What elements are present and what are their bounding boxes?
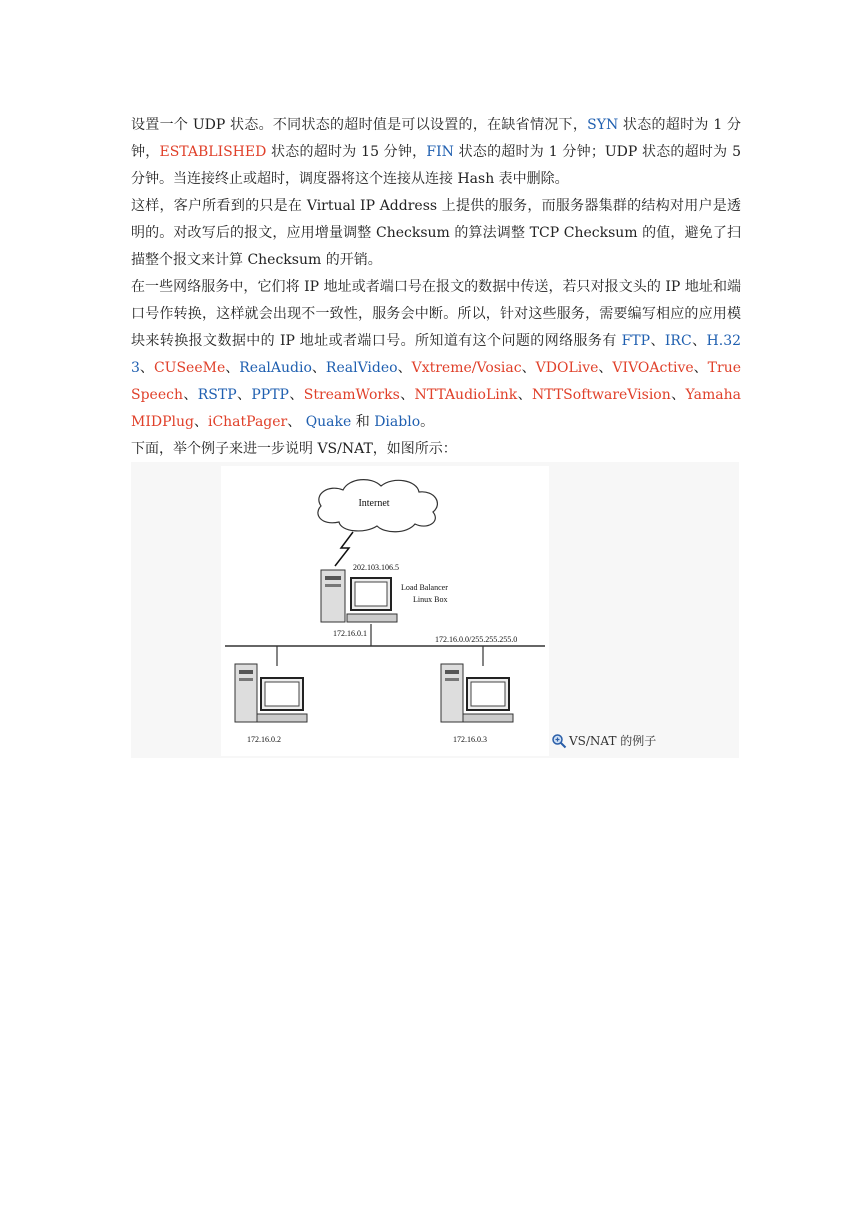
separator: 、 [139,360,154,376]
cloud-label: Internet [358,498,390,509]
separator: 、 [691,333,707,349]
separator: 、 [397,360,412,376]
separator: 和 [351,414,375,430]
service-link-nttaudiolink[interactable]: NTTAudioLink [414,387,518,403]
separator: 、 [517,387,532,403]
external-ip: 202.103.106.5 [353,563,399,572]
service-link-vivoactive[interactable]: VIVOActive [612,360,694,376]
separator: 、 [236,387,252,403]
text: 设置一个 UDP 状态。不同状态的超时值是可以设置的，在缺省情况下， [131,117,588,133]
service-link-cuseeme[interactable]: CUSeeMe [153,360,226,376]
service-link-irc[interactable]: IRC [664,333,692,349]
service-link-vxtreme-vosiac[interactable]: Vxtreme/Vosiac [411,360,522,376]
service-link-realvideo[interactable]: RealVideo [325,360,398,376]
service-link-truespeech[interactable]: TrueSpeech [131,360,742,403]
paragraph-4: 下面，举个例子来进一步说明 VS/NAT，如图所示： [131,441,457,457]
separator: 、 [670,387,686,403]
service-link-vdolive[interactable]: VDOLive [535,360,599,376]
load-balancer-computer-icon [321,570,397,622]
service-link-ichatpager[interactable]: iChatPager [207,414,288,430]
separator: 、 [521,360,536,376]
vsnat-diagram [221,466,549,756]
separator: 、 [182,387,198,403]
separator: 、 [287,414,306,430]
service-link-rstp[interactable]: RSTP [197,387,237,403]
separator: 、 [288,387,304,403]
internet-cloud [318,480,438,532]
subnet-label: 172.16.0.0/255.255.255.0 [435,635,518,644]
server-2-computer-icon [441,664,513,722]
service-link-streamworks[interactable]: StreamWorks [303,387,400,403]
separator: 、 [193,414,208,430]
link-syn[interactable]: SYN [587,117,619,133]
separator: 、 [311,360,326,376]
text: 状态的超时为 15 分钟， [266,144,427,160]
server-2-ip: 172.16.0.3 [453,735,487,744]
service-link-realaudio[interactable]: RealAudio [239,360,312,376]
balancer-label-1: Load Balancer [401,583,448,592]
text: 在一些网络服务中，它们将 IP 地址或者端口号在报文的数据中传送，若只对报文头的 IP 地址和端口号作转换，这样就会出现不一致性，服务会中断。所以，针对这些服务，需要编写相应的应用模块来转换报文数据中的 IP 地址或者端口号。所知道有这个问题的网络服务有 [131,279,741,349]
figure [131,462,739,758]
separator: 。 [420,414,435,430]
service-link-pptp[interactable]: PPTP [251,387,289,403]
zoom-icon[interactable] [551,733,567,749]
text: 状态的超时为 1 分钟， [131,117,742,160]
server-1-ip: 172.16.0.2 [247,735,281,744]
service-link-diablo[interactable]: Diablo [374,414,421,430]
server-1-computer-icon [235,664,307,722]
balancer-label-2: Linux Box [413,595,448,604]
separator: 、 [598,360,613,376]
text: 状态的超时为 1 分钟；UDP 状态的超时为 5 分钟。当连接终止或超时，调度器将这个连接从连接 Hash 表中删除。 [131,144,741,187]
balancer-internal-ip: 172.16.0.1 [333,629,367,638]
separator: 、 [399,387,415,403]
paragraph-2: 这样，客户所看到的只是在 Virtual IP Address 上提供的服务，而服务器集群的结构对用户是透明的。对改写后的报文，应用增量调整 Checksum 的算法调整 TCP Checksum 的值，避免了扫描整个报文来计算 Checksum 的开销。 [131,198,741,268]
service-link-yamahamidplug[interactable]: YamahaMIDPlug [131,387,742,430]
figure-caption [551,732,656,749]
link-established[interactable]: ESTABLISHED [159,144,267,160]
document-body [131,112,741,463]
service-link-nttsoftwarevision[interactable]: NTTSoftwareVision [531,387,671,403]
paragraph-1 [131,112,741,193]
paragraph-3 [131,274,741,436]
service-link-quake[interactable]: Quake [305,414,352,430]
service-link-h-323[interactable]: H.323 [131,333,742,376]
service-link-ftp[interactable]: FTP [621,333,651,349]
separator: 、 [225,360,240,376]
caption-text: VS/NAT 的例子 [569,734,657,748]
separator: 、 [693,360,708,376]
separator: 、 [650,333,665,349]
link-fin[interactable]: FIN [426,144,454,160]
wireless-link-icon [335,532,353,566]
